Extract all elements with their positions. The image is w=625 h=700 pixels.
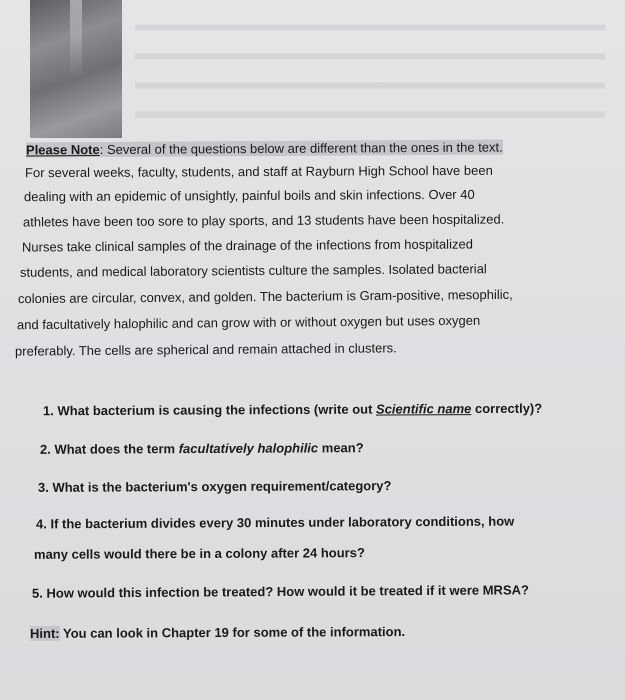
intro-line-4: athletes have been too sore to play sports, and 13 students have been hospitalized.: [22, 211, 505, 230]
bleed-through-text: [135, 10, 605, 120]
hint-text: You can look in Chapter 19 for some of the information.: [59, 624, 406, 641]
intro-line-8: and facultatively halophilic and can grow with or without oxygen but uses oxygen: [16, 312, 481, 333]
intro-line-5: Nurses take clinical samples of the drainage of the infections from hospitalized: [21, 236, 473, 255]
question-1-post: correctly)?: [471, 400, 543, 417]
please-note-text: Several of the questions below are different than the ones in the text.: [106, 139, 503, 157]
intro-line-3: dealing with an epidemic of unsightly, painful boils and skin infections. Over 40: [23, 186, 475, 205]
intro-line-1: [26, 140, 503, 159]
hint-label: Hint:: [29, 625, 60, 641]
question-4-line-2: many cells would there be in a colony after 24 hours?: [33, 545, 365, 562]
intro-line-9: preferably. The cells are spherical and remain attached in clusters.: [14, 340, 397, 359]
hint-line: [30, 624, 405, 642]
question-2-pre: 2. What does the term: [39, 441, 179, 457]
question-3: 3. What is the bacterium's oxygen requirement/category?: [37, 478, 392, 495]
question-2-term: facultatively halophilic: [178, 440, 319, 457]
intro-line-2: For several weeks, faculty, students, and staff at Rayburn High School have been: [24, 162, 493, 181]
question-2: [40, 440, 364, 458]
top-left-photo: [30, 0, 122, 138]
question-1-pre: 1. What bacterium is causing the infections (write out: [42, 401, 377, 419]
intro-line-6: students, and medical laboratory scientists culture the samples. Isolated bacterial: [19, 261, 487, 280]
question-1: [43, 401, 542, 420]
question-1-term: Scientific name: [375, 401, 472, 417]
intro-line-7: colonies are circular, convex, and golden. The bacterium is Gram-positive, mesophilic,: [17, 286, 513, 307]
question-2-post: mean?: [318, 440, 364, 456]
please-note-sep: :: [99, 141, 107, 158]
question-5: 5. How would this infection be treated? How would it be treated if it were MRSA?: [31, 582, 529, 601]
please-note-label: Please Note: [25, 142, 100, 158]
question-4-line-1: 4. If the bacterium divides every 30 minutes under laboratory conditions, how: [35, 513, 515, 532]
